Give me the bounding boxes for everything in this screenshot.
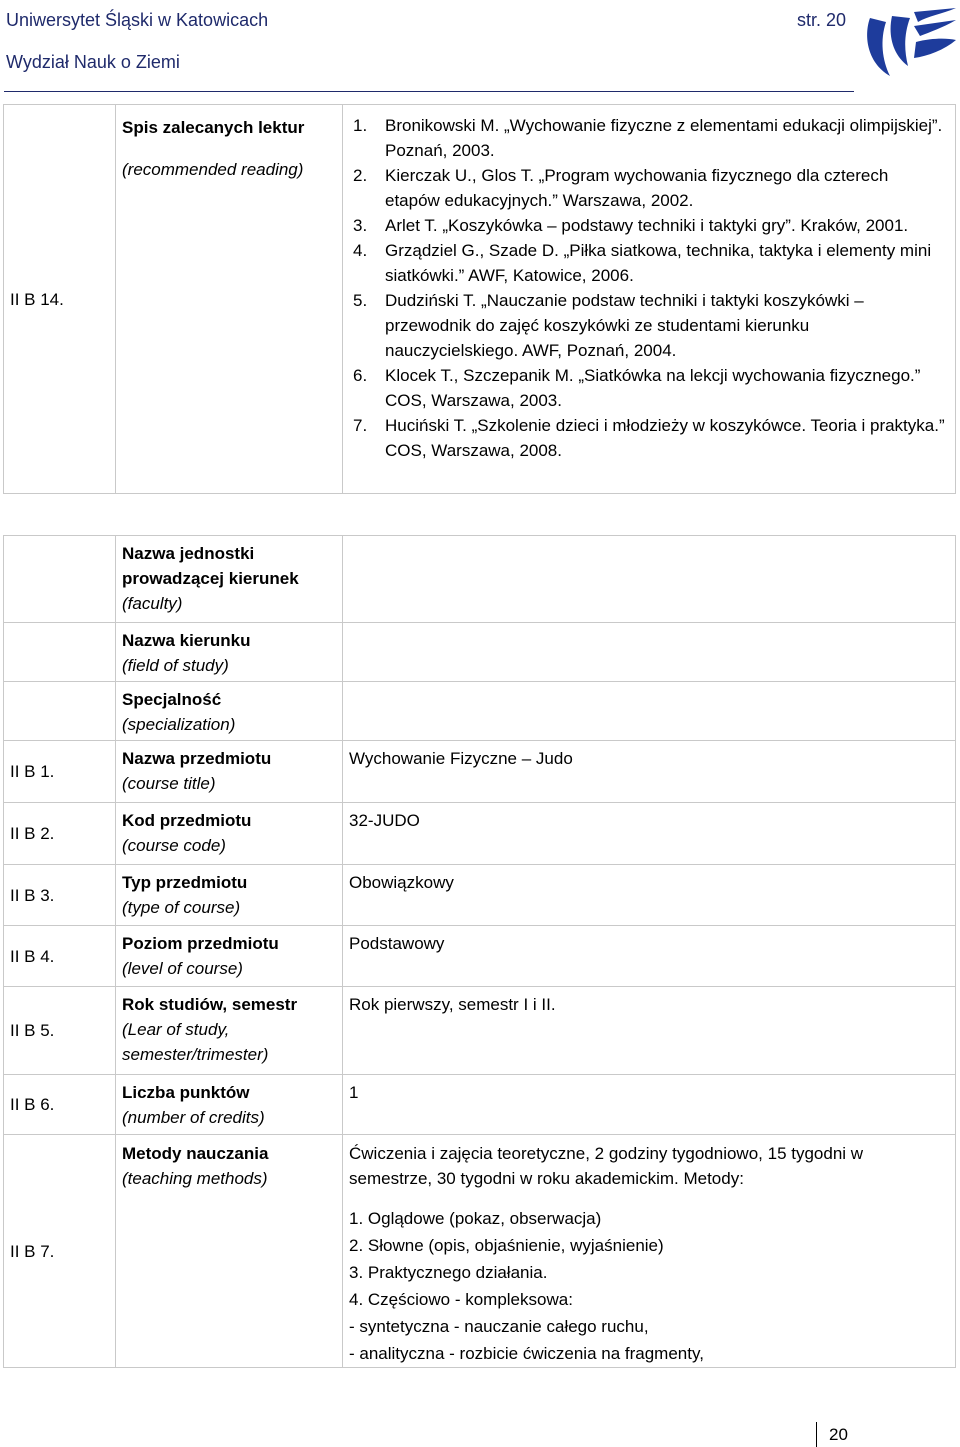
university-logo bbox=[862, 4, 958, 82]
methods-code: II B 7. bbox=[4, 1135, 116, 1368]
reading-label: Spis zalecanych lektur bbox=[122, 118, 305, 137]
course-row-label-cell bbox=[116, 926, 343, 987]
methods-label-en: (teaching methods) bbox=[122, 1169, 268, 1188]
course-row-label-cell bbox=[116, 1075, 343, 1135]
course-row-value: Rok pierwszy, semestr I i II. bbox=[343, 987, 956, 1075]
reading-list bbox=[349, 113, 955, 463]
course-row bbox=[4, 803, 956, 865]
spec-label-cell bbox=[116, 682, 343, 741]
methods-value-cell bbox=[343, 1135, 956, 1368]
course-row-value: Wychowanie Fizyczne – Judo bbox=[343, 741, 956, 803]
reading-item-number: 5. bbox=[353, 291, 368, 310]
reading-row bbox=[4, 105, 956, 494]
reading-item-text: Huciński T. „Szkolenie dzieci i młodzieży w koszykówce. Teoria i praktyka.” COS, Warszawa, 2008. bbox=[385, 416, 945, 460]
faculty-value bbox=[343, 536, 956, 623]
reading-item bbox=[349, 363, 955, 413]
field-row bbox=[4, 623, 956, 682]
page-label: str. 20 bbox=[797, 10, 847, 30]
course-row-label-cell bbox=[116, 865, 343, 926]
reading-item-number: 3. bbox=[353, 216, 368, 235]
methods-label: Metody nauczania bbox=[122, 1144, 269, 1163]
course-row bbox=[4, 1075, 956, 1135]
course-row-label-en: (course title) bbox=[122, 774, 216, 793]
course-row-label-en: (course code) bbox=[122, 836, 226, 855]
reading-item-number: 4. bbox=[353, 241, 368, 260]
methods-line: - analityczna - rozbicie ćwiczenia na fragmenty, bbox=[349, 1344, 704, 1363]
methods-line: 2. Słowne (opis, objaśnienie, wyjaśnienie) bbox=[349, 1236, 664, 1255]
reading-item bbox=[349, 163, 955, 213]
field-label: Nazwa kierunku bbox=[122, 631, 251, 650]
course-row bbox=[4, 987, 956, 1075]
course-row-label-cell bbox=[116, 987, 343, 1075]
methods-label-cell bbox=[116, 1135, 343, 1368]
page-number: 20 bbox=[816, 1422, 848, 1447]
faculty-name: Wydział Nauk o Ziemi bbox=[6, 52, 180, 72]
reading-code: II B 14. bbox=[4, 105, 116, 494]
methods-list bbox=[349, 1205, 915, 1367]
university-name: Uniwersytet Śląski w Katowicach bbox=[6, 10, 269, 30]
course-row bbox=[4, 741, 956, 803]
course-row-label: Nazwa przedmiotu bbox=[122, 749, 272, 768]
faculty-label: Nazwa jednostki prowadzącej kierunek bbox=[122, 544, 299, 588]
reading-item-text: Bronikowski M. „Wychowanie fizyczne z elementami edukacji olimpijskiej”. Poznań, 2003. bbox=[385, 116, 943, 160]
methods-row bbox=[4, 1135, 956, 1368]
reading-item-text: Kierczak U., Glos T. „Program wychowania fizycznego dla czterech etapów edukacyjnych.” Warszawa, 2002. bbox=[385, 166, 889, 210]
faculty-label-en: (faculty) bbox=[122, 594, 183, 613]
reading-table bbox=[3, 104, 956, 494]
spec-row bbox=[4, 682, 956, 741]
course-row-label-en: (level of course) bbox=[122, 959, 243, 978]
methods-line: 4. Częściowo - kompleksowa: bbox=[349, 1290, 573, 1309]
reading-item-text: Grządziel G., Szade D. „Piłka siatkowa, technika, taktyka i elementy mini siatkówki.” AWF, Katowice, 2006. bbox=[385, 241, 932, 285]
course-row-value: 1 bbox=[343, 1075, 956, 1135]
course-row-label: Rok studiów, semestr bbox=[122, 995, 298, 1014]
course-row-label: Typ przedmiotu bbox=[122, 873, 248, 892]
course-row-label-en: (type of course) bbox=[122, 898, 241, 917]
course-row bbox=[4, 865, 956, 926]
reading-item-text: Dudziński T. „Nauczanie podstaw techniki i taktyki koszykówki – przewodnik do zajęć koszykówki ze studentami kierunku nauczycielskiego. AWF, Poznań, 2004. bbox=[385, 291, 864, 360]
course-row bbox=[4, 926, 956, 987]
methods-line: 1. Oglądowe (pokaz, obserwacja) bbox=[349, 1209, 602, 1228]
course-rows bbox=[4, 741, 956, 1135]
reading-item-number: 2. bbox=[353, 166, 368, 185]
course-row-label-en: (number of credits) bbox=[122, 1108, 265, 1127]
course-row-label-cell bbox=[116, 803, 343, 865]
course-row-code: II B 1. bbox=[4, 741, 116, 803]
reading-label-en: (recommended reading) bbox=[122, 160, 304, 179]
spec-label: Specjalność bbox=[122, 690, 222, 709]
reading-item bbox=[349, 213, 955, 238]
course-row-label: Kod przedmiotu bbox=[122, 811, 252, 830]
course-row-value: Obowiązkowy bbox=[343, 865, 956, 926]
reading-item-number: 6. bbox=[353, 366, 368, 385]
reading-list-cell bbox=[343, 105, 956, 494]
course-row-value: Podstawowy bbox=[343, 926, 956, 987]
reading-item bbox=[349, 238, 955, 288]
field-label-en: (field of study) bbox=[122, 656, 229, 675]
course-row-code: II B 4. bbox=[4, 926, 116, 987]
reading-item-number: 7. bbox=[353, 416, 368, 435]
field-value bbox=[343, 623, 956, 682]
reading-label-cell bbox=[116, 105, 343, 494]
header-rule bbox=[4, 91, 854, 92]
faculty-row bbox=[4, 536, 956, 623]
reading-item-number: 1. bbox=[353, 116, 368, 135]
course-row-code: II B 5. bbox=[4, 987, 116, 1075]
methods-line: 3. Praktycznego działania. bbox=[349, 1263, 548, 1282]
course-row-label: Liczba punktów bbox=[122, 1083, 250, 1102]
field-label-cell bbox=[116, 623, 343, 682]
course-row-label-cell bbox=[116, 741, 343, 803]
faculty-label-cell bbox=[116, 536, 343, 623]
course-row-value: 32-JUDO bbox=[343, 803, 956, 865]
reading-item bbox=[349, 113, 955, 163]
spec-label-en: (specialization) bbox=[122, 715, 236, 734]
reading-item-text: Arlet T. „Koszykówka – podstawy techniki i taktyki gry”. Kraków, 2001. bbox=[385, 216, 909, 235]
course-row-label: Poziom przedmiotu bbox=[122, 934, 279, 953]
reading-item-text: Klocek T., Szczepanik M. „Siatkówka na lekcji wychowania fizycznego.” COS, Warszawa, 2003. bbox=[385, 366, 921, 410]
methods-intro: Ćwiczenia i zajęcia teoretyczne, 2 godziny tygodniowo, 15 tygodni w semestrze, 30 tygodni w roku akademickim. Metody: bbox=[349, 1144, 864, 1188]
course-row-label-en: (Lear of study, semester/trimester) bbox=[122, 1020, 269, 1064]
course-row-code: II B 3. bbox=[4, 865, 116, 926]
course-row-code: II B 2. bbox=[4, 803, 116, 865]
spec-value bbox=[343, 682, 956, 741]
course-row-code: II B 6. bbox=[4, 1075, 116, 1135]
reading-item bbox=[349, 288, 955, 363]
course-table bbox=[3, 535, 956, 1368]
methods-line: - syntetyczna - nauczanie całego ruchu, bbox=[349, 1317, 649, 1336]
reading-item bbox=[349, 413, 955, 463]
